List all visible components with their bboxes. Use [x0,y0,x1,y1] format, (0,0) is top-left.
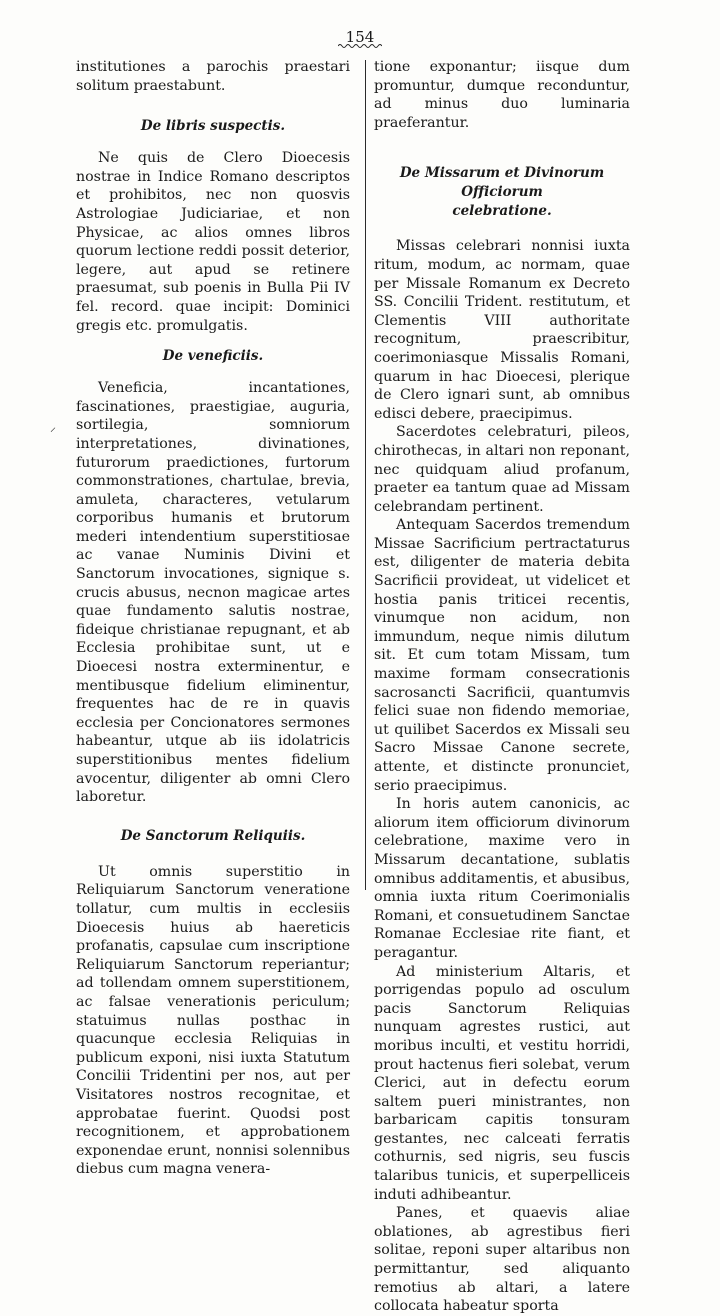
paragraph-panes: Panes, et quaevis aliae oblationes, ab agrestibus fieri solitae, reponi super altaribus non permittantur, sed aliquanto remotius ab altari, a latere collocata habeatur sporta [374,1205,630,1315]
left-column [76,58,350,1179]
paragraph-veneficiis: Veneficia, incantationes, fascinationes, praestigiae, auguria, sortilegia, somniorum interpretationes, divinationes, futurorum praedictiones, furtorum commonstrationes, chartulae, brevia, amuleta, characteres, vetularum corporibus humanis et brutorum mederi intendentium superstitiosae ac vanae Numinis Divini et Sanctorum invocationes, signique s. crucis abusus, necnon magicae artes quae fundamento salutis nostrae, fideique christianae repugnant, et ab Ecclesia prohibitae sunt, ut e Dioecesi nostra exterminentur, e mentibusque fidelium eliminentur, frequentes hac de re in quavis ecclesia per Concionatores sermones habeantur, utque ab iis idolatricis superstitionibus mentes fidelium avocentur, diligenter ab omni Clero laboretur. [76,380,350,806]
paragraph-missas: Missas celebrari nonnisi iuxta ritum, modum, ac normam, quae per Missale Romanum ex Decreto SS. Concilii Trident. restitutum, et Clementis VIII authoritate recognitum, praescribitur, coerimoniasque Missalis Romani, quarum in hac Dioecesi, plerique de Clero ignari sunt, ab omnibus edisci debere, praecipimus. [374,238,630,422]
paragraph-reliquiis: Ut omnis superstitio in Reliquiarum Sanctorum veneratione tollatur, cum multis in ecclesiis Dioecesis huius ab haereticis profanatis, capsulae cum inscriptione Reliquiarum Sanctorum reperiantur; ad tollendam omnem superstitionem, ac falsae venerationis periculum; statuimus nullas posthac in quacunque ecclesia Reliquias in publicum exponi, nisi iuxta Statutum Concilii Tridentini per nos, aut per Visitatores nostros recognitae, et approbatae fuerint. Quodsi post recognitionem, et approbationem exponendae erunt, nonnisi solennibus diebus cum magna venera- [76,863,350,1178]
section-heading-missarum-line-1: De Missarum et Divinorum Officiorum [399,165,605,201]
section-heading-veneficiis: De veneficiis. [162,348,264,365]
section-heading-missarum [374,164,630,221]
page-number [0,28,720,49]
margin-mark: ⸝ [50,420,57,434]
column-divider [365,60,366,890]
paragraph-sacerdotes: Sacerdotes celebraturi, pileos, chirothecas, in altari non reponant, nec quidquam aliud profanum, praeter ea tantum quae ad Missam celebrandam pertinent. [374,424,630,515]
section-heading-missarum-line-2: celebratione. [452,203,552,220]
page-number-text: 154 [345,28,375,46]
section-heading-libris: De libris suspectis. [140,118,286,135]
paragraph-libris: Ne quis de Clero Dioecesis nostrae in Indice Romano descriptos et prohibitos, nec non quosvis Astrologiae Judiciariae, et non Physicae, ac alios omnes libros quorum lectione reddi possit deterior, legere, aut apud se retinere praesumat, sub poenis in Bulla Pii IV fel. record. quae incipit: Dominici gregis etc. promulgatis. [76,150,350,334]
paragraph-antequam: Antequam Sacerdos tremendum Missae Sacrificium pertractaturus est, diligenter de materia debita Sacrificii provideat, ut videlicet et hostia panis triticei recentis, vinumque non acidum, non immundum, neque nimis dilutum sit. Et cum totam Missam, tum maxime formam consecrationis sacrosancti Sacrificii, quantumvis felici suae non fidendo memoriae, ut quilibet Sacerdos ex Missali seu Sacro Missae Canone secrete, attente, et distincte pronunciet, serio praecipimus. [374,517,630,794]
continued-paragraph-right: tione exponantur; iisque dum promuntur, dumque reconduntur, ad minus duo luminaria praeferantur. [374,59,630,131]
section-heading-reliquiis: De Sanctorum Reliquiis. [120,827,306,844]
continued-paragraph: institutiones a parochis praestari solitum praestabunt. [76,59,350,94]
right-column [374,58,630,1316]
paragraph-horis: In horis autem canonicis, ac aliorum item officiorum divinorum celebratione, maxime vero in Missarum decantatione, sublatis omnibus additamentis, et abusibus, omnia iuxta ritum Coerimonialis Romani, et consuetudinem Sanctae Romanae Ecclesiae rite fiant, et peragantur. [374,796,630,961]
paragraph-ministerium: Ad ministerium Altaris, et porrigendas populo ad osculum pacis Sanctorum Reliquias nunquam agrestes rustici, aut moribus inculti, et vestitu horridi, prout hactenus fieri solebat, verum Clerici, aut in defectu eorum saltem pueri ministrantes, non barbaricam capitis tonsuram gestantes, nec calceati ferratis cothurnis, sed nigris, seu fuscis talaribus tunicis, et superpelliceis induti adhibeantur. [374,963,630,1203]
